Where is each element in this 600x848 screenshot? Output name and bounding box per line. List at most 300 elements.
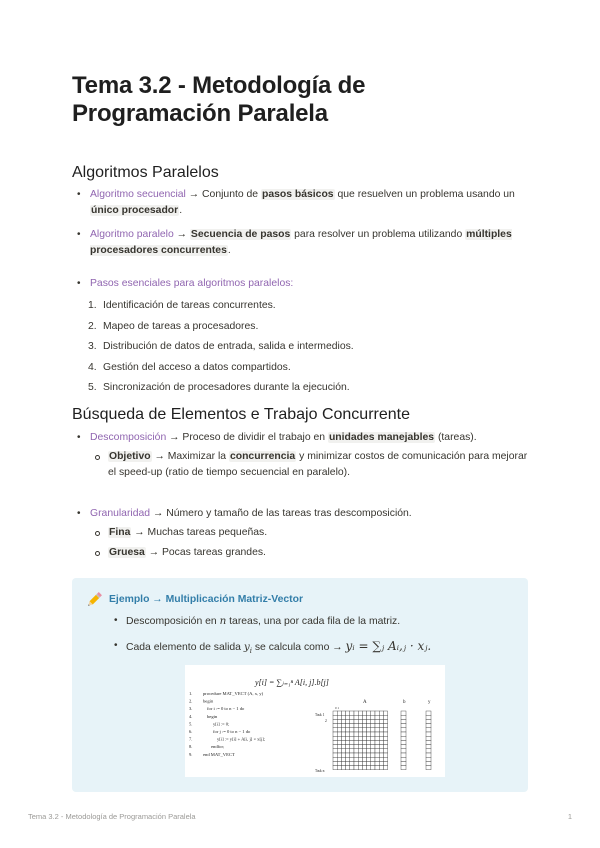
grid-cell bbox=[341, 757, 345, 761]
grid-cell bbox=[350, 740, 354, 744]
grid-cell bbox=[333, 719, 337, 723]
step-text: Identificación de tareas concurrentes. bbox=[103, 300, 276, 311]
grid-cell bbox=[346, 753, 350, 757]
grid-cell bbox=[337, 728, 341, 732]
highlight-text: Fina bbox=[109, 527, 131, 538]
grid-cell bbox=[350, 753, 354, 757]
grid-cell bbox=[367, 724, 371, 728]
matrix-vector-figure bbox=[185, 665, 445, 777]
decomposition-list bbox=[72, 430, 532, 485]
grid-cell bbox=[350, 745, 354, 749]
grid-cell bbox=[401, 749, 406, 753]
grid-cell bbox=[333, 732, 337, 736]
grid-cell bbox=[346, 732, 350, 736]
grid-cell bbox=[358, 745, 362, 749]
math-sub: i bbox=[249, 647, 252, 656]
grid-cell bbox=[375, 732, 379, 736]
grid-cell bbox=[341, 711, 345, 715]
grid-cell bbox=[367, 715, 371, 719]
grid-cell bbox=[333, 736, 337, 740]
vector-b bbox=[401, 711, 406, 770]
callout-title: Ejemplo → Multiplicación Matriz-Vector bbox=[109, 594, 303, 605]
grid-cell bbox=[333, 749, 337, 753]
grid-cell bbox=[354, 761, 358, 765]
grid-cell bbox=[401, 732, 406, 736]
grid-cell bbox=[367, 753, 371, 757]
highlight-text: Gruesa bbox=[109, 547, 145, 558]
grid-cell bbox=[341, 761, 345, 765]
granularity-list bbox=[72, 506, 532, 565]
grid-cell bbox=[358, 732, 362, 736]
grid-cell bbox=[426, 740, 431, 744]
term-label: Algoritmo paralelo bbox=[90, 229, 174, 240]
grid-cell bbox=[337, 757, 341, 761]
grid-cell bbox=[401, 757, 406, 761]
grid-cell bbox=[375, 761, 379, 765]
grid-cell bbox=[383, 761, 387, 765]
grid-cell bbox=[333, 715, 337, 719]
step-item bbox=[88, 339, 528, 355]
grid-cell bbox=[337, 736, 341, 740]
grid-cell bbox=[371, 736, 375, 740]
definition-text: (tareas). bbox=[435, 432, 477, 443]
grid-cell bbox=[401, 711, 406, 715]
definition-text: → Conjunto de bbox=[185, 189, 261, 200]
grid-cell bbox=[371, 749, 375, 753]
highlight-text: unidades manejables bbox=[328, 432, 435, 443]
grid-cell bbox=[354, 757, 358, 761]
grid-cell bbox=[333, 757, 337, 761]
grid-cell bbox=[346, 724, 350, 728]
grid-cell bbox=[371, 724, 375, 728]
step-text: Distribución de datos de entrada, salida e intermedios. bbox=[103, 341, 354, 352]
grid-cell bbox=[379, 711, 383, 715]
highlight-text: pasos básicos bbox=[261, 189, 334, 200]
grid-cell bbox=[367, 732, 371, 736]
definition-text: → Maximizar la bbox=[151, 451, 229, 462]
grid-cell bbox=[383, 745, 387, 749]
grid-cell bbox=[379, 719, 383, 723]
highlight-text: único procesador bbox=[91, 205, 179, 216]
grid-cell bbox=[333, 724, 337, 728]
label-task1: Task 1 bbox=[315, 713, 325, 717]
grid-cell bbox=[379, 728, 383, 732]
step-text: Mapeo de tareas a procesadores. bbox=[103, 320, 259, 332]
code-line: begin bbox=[203, 698, 214, 704]
grid-cell bbox=[358, 724, 362, 728]
text: tareas, una por cada fila de la matriz. bbox=[226, 616, 401, 627]
grid-cell bbox=[350, 724, 354, 728]
grid-cell bbox=[341, 745, 345, 749]
definition-text: → Proceso de dividir el trabajo en bbox=[166, 432, 328, 443]
code-line: end MAT_VECT bbox=[203, 751, 235, 757]
figure-svg bbox=[185, 665, 445, 777]
grid-cell bbox=[375, 711, 379, 715]
grid-cell bbox=[333, 766, 337, 770]
grid-cell bbox=[337, 724, 341, 728]
grid-cell bbox=[362, 757, 366, 761]
grid-cell bbox=[379, 724, 383, 728]
grid-cell bbox=[354, 728, 358, 732]
list-item bbox=[112, 613, 512, 630]
grid-cell bbox=[362, 740, 366, 744]
grid-cell bbox=[375, 736, 379, 740]
highlight-text: Secuencia de pasos bbox=[190, 229, 291, 240]
grid-cell bbox=[354, 711, 358, 715]
grid-cell bbox=[350, 732, 354, 736]
grid-cell bbox=[337, 745, 341, 749]
grid-cell bbox=[362, 719, 366, 723]
grid-cell bbox=[337, 719, 341, 723]
grid-cell bbox=[375, 728, 379, 732]
label-n-top: 0 1 bbox=[335, 706, 339, 710]
punct: . bbox=[227, 245, 231, 256]
grid-cell bbox=[367, 745, 371, 749]
grid-cell bbox=[379, 761, 383, 765]
label-A: A bbox=[363, 700, 367, 705]
grid-cell bbox=[367, 736, 371, 740]
grid-cell bbox=[383, 719, 387, 723]
definition-text: → Muchas tareas pequeñas. bbox=[131, 527, 268, 538]
pencil-icon bbox=[85, 591, 103, 609]
grid-cell bbox=[367, 711, 371, 715]
grid-cell bbox=[341, 749, 345, 753]
grid-cell bbox=[362, 766, 366, 770]
grid-cell bbox=[371, 753, 375, 757]
grid-cell bbox=[354, 719, 358, 723]
grid-cell bbox=[358, 715, 362, 719]
grid-cell bbox=[426, 724, 431, 728]
grid-cell bbox=[333, 740, 337, 744]
grid-cell bbox=[379, 732, 383, 736]
grid-cell bbox=[371, 740, 375, 744]
grid-cell bbox=[350, 749, 354, 753]
steps-label: Pasos esenciales para algoritmos paralelos: bbox=[90, 278, 294, 289]
grid-cell bbox=[426, 753, 431, 757]
grid-cell bbox=[383, 732, 387, 736]
grid-cell bbox=[354, 753, 358, 757]
grid-cell bbox=[337, 732, 341, 736]
grid-cell bbox=[350, 719, 354, 723]
grid-cell bbox=[375, 724, 379, 728]
grid-cell bbox=[333, 761, 337, 765]
grid-cell bbox=[375, 753, 379, 757]
grid-cell bbox=[358, 749, 362, 753]
step-number: 3. bbox=[88, 341, 97, 352]
step-text: Gestión del acceso a datos compartidos. bbox=[103, 361, 291, 373]
grid-cell bbox=[375, 749, 379, 753]
grid-cell bbox=[375, 757, 379, 761]
grid-cell bbox=[350, 766, 354, 770]
grid-cell bbox=[346, 736, 350, 740]
page-title: Tema 3.2 - Metodología de Programación Paralela bbox=[72, 72, 366, 127]
step-number: 2. bbox=[88, 320, 97, 332]
step-number: 4. bbox=[88, 361, 97, 373]
grid-cell bbox=[383, 715, 387, 719]
code-line: y[i] := 0; bbox=[213, 721, 230, 727]
grid-cell bbox=[426, 736, 431, 740]
grid-cell bbox=[341, 724, 345, 728]
grid-cell bbox=[350, 757, 354, 761]
grid-cell bbox=[401, 761, 406, 765]
code-line-number: 1. bbox=[189, 691, 193, 696]
grid-cell bbox=[426, 728, 431, 732]
grid-cell bbox=[362, 711, 366, 715]
vector-y bbox=[426, 711, 431, 770]
grid-cell bbox=[346, 745, 350, 749]
grid-cell bbox=[426, 711, 431, 715]
list-item bbox=[72, 227, 532, 259]
grid-cell bbox=[383, 728, 387, 732]
grid-cell bbox=[337, 715, 341, 719]
example-callout bbox=[72, 578, 528, 792]
grid-cell bbox=[371, 728, 375, 732]
grid-cell bbox=[401, 736, 406, 740]
grid-cell bbox=[375, 766, 379, 770]
step-number: 5. bbox=[88, 382, 97, 393]
grid-cell bbox=[358, 766, 362, 770]
code-line-number: 2. bbox=[189, 698, 193, 704]
grid-cell bbox=[401, 728, 406, 732]
grid-cell bbox=[333, 745, 337, 749]
grid-cell bbox=[346, 715, 350, 719]
grid-cell bbox=[367, 719, 371, 723]
grid-cell bbox=[379, 766, 383, 770]
grid-cell bbox=[383, 711, 387, 715]
text: Cada elemento de salida bbox=[126, 642, 244, 653]
label-taskn: Task n bbox=[315, 769, 325, 773]
grid-cell bbox=[358, 728, 362, 732]
grid-cell bbox=[383, 753, 387, 757]
grid-cell bbox=[383, 736, 387, 740]
grid-cell bbox=[362, 761, 366, 765]
grid-cell bbox=[358, 736, 362, 740]
sub-list-item bbox=[90, 449, 532, 481]
highlight-text: múltiples procesadores concurrentes bbox=[90, 229, 512, 256]
grid-cell bbox=[401, 753, 406, 757]
grid-cell bbox=[337, 711, 341, 715]
grid-cell bbox=[346, 749, 350, 753]
grid-cell bbox=[358, 719, 362, 723]
grid-cell bbox=[367, 766, 371, 770]
math-var: n bbox=[219, 615, 227, 627]
grid-cell bbox=[383, 740, 387, 744]
grid-cell bbox=[379, 745, 383, 749]
grid-cell bbox=[426, 719, 431, 723]
grid-cell bbox=[362, 749, 366, 753]
grid-cell bbox=[346, 761, 350, 765]
grid-cell bbox=[362, 745, 366, 749]
grid-cell bbox=[341, 736, 345, 740]
grid-cell bbox=[362, 753, 366, 757]
term-label: Algoritmo secuencial bbox=[90, 189, 186, 200]
code-line-number: 9. bbox=[189, 751, 193, 757]
grid-cell bbox=[354, 766, 358, 770]
grid-cell bbox=[362, 724, 366, 728]
grid-cell bbox=[362, 715, 366, 719]
grid-cell bbox=[341, 740, 345, 744]
grid-cell bbox=[426, 757, 431, 761]
grid-cell bbox=[379, 736, 383, 740]
grid-cell bbox=[341, 766, 345, 770]
grid-cell bbox=[371, 761, 375, 765]
definition-text: → Pocas tareas grandes. bbox=[145, 547, 266, 558]
sub-list-item bbox=[90, 525, 532, 541]
grid-cell bbox=[383, 724, 387, 728]
sub-list-item bbox=[90, 545, 532, 561]
punct: . bbox=[179, 205, 183, 216]
step-item bbox=[88, 298, 528, 314]
grid-cell bbox=[375, 715, 379, 719]
grid-cell bbox=[350, 711, 354, 715]
grid-cell bbox=[346, 766, 350, 770]
grid-cell bbox=[375, 740, 379, 744]
grid-cell bbox=[401, 724, 406, 728]
grid-cell bbox=[371, 732, 375, 736]
grid-cell bbox=[354, 732, 358, 736]
label-y: y bbox=[428, 700, 431, 705]
steps-label-list bbox=[72, 276, 532, 292]
grid-cell bbox=[426, 715, 431, 719]
step-item bbox=[88, 380, 528, 396]
definition-text: que resuelven un problema usando un bbox=[334, 189, 515, 200]
grid-cell bbox=[362, 736, 366, 740]
grid-cell bbox=[346, 719, 350, 723]
grid-cell bbox=[383, 749, 387, 753]
grid-cell bbox=[358, 740, 362, 744]
grid-cell bbox=[371, 719, 375, 723]
grid-cell bbox=[337, 749, 341, 753]
code-line: for j := 0 to n − 1 do bbox=[213, 729, 251, 734]
grid-cell bbox=[383, 766, 387, 770]
definition-text: → bbox=[173, 229, 190, 240]
section-heading-algoritmos: Algoritmos Paralelos bbox=[72, 164, 219, 181]
footer-title: Tema 3.2 - Metodología de Programación Paralela bbox=[28, 812, 196, 821]
grid-cell bbox=[426, 766, 431, 770]
grid-cell bbox=[350, 736, 354, 740]
grid-cell bbox=[379, 715, 383, 719]
code-line-number: 6. bbox=[189, 729, 193, 734]
code-line-number: 4. bbox=[189, 713, 193, 719]
grid-cell bbox=[358, 757, 362, 761]
definition-text: → Número y tamaño de las tareas tras descomposición. bbox=[150, 508, 412, 519]
grid-cell bbox=[367, 757, 371, 761]
grid-cell bbox=[383, 757, 387, 761]
steps-list bbox=[88, 298, 528, 401]
grid-cell bbox=[375, 745, 379, 749]
grid-cell bbox=[367, 728, 371, 732]
grid-cell bbox=[346, 728, 350, 732]
math-var: y bbox=[243, 641, 250, 653]
term-label: Descomposición bbox=[90, 432, 167, 443]
code-line-number: 3. bbox=[189, 706, 193, 712]
code-line-number: 5. bbox=[189, 721, 193, 727]
grid-cell bbox=[337, 740, 341, 744]
definition-text: y minimizar costos de comunicación para mejorar el speed-up (ratio de tiempo secuencial en paralelo). bbox=[108, 451, 528, 478]
grid-cell bbox=[426, 745, 431, 749]
code-line-number: 7. bbox=[189, 736, 193, 742]
grid-cell bbox=[350, 728, 354, 732]
grid-cell bbox=[358, 753, 362, 757]
grid-cell bbox=[346, 711, 350, 715]
step-text: Sincronización de procesadores durante la ejecución. bbox=[103, 382, 350, 393]
figure-formula: y[i] = ∑ⱼ₌₁ⁿ A[i, j].b[j] bbox=[255, 678, 329, 687]
text: Descomposición en bbox=[126, 616, 220, 627]
callout-list bbox=[112, 613, 512, 663]
grid-cell bbox=[401, 719, 406, 723]
grid-cell bbox=[371, 711, 375, 715]
label-b: b bbox=[403, 700, 406, 705]
grid-cell bbox=[371, 766, 375, 770]
grid-cell bbox=[341, 728, 345, 732]
grid-cell bbox=[341, 753, 345, 757]
code-line-number: 8. bbox=[189, 744, 193, 750]
grid-cell bbox=[354, 749, 358, 753]
grid-cell bbox=[426, 761, 431, 765]
definition-text: para resolver un problema utilizando bbox=[291, 229, 466, 240]
grid-cell bbox=[337, 766, 341, 770]
definitions-list bbox=[72, 187, 532, 259]
grid-cell bbox=[371, 757, 375, 761]
grid-cell bbox=[333, 753, 337, 757]
grid-cell bbox=[379, 753, 383, 757]
step-number: 1. bbox=[88, 300, 97, 311]
term-label: Granularidad bbox=[90, 508, 151, 519]
step-item bbox=[88, 360, 528, 376]
code-line: y[i] := y[i] + A[i, j] × x[j]; bbox=[217, 736, 266, 742]
grid-cell bbox=[346, 757, 350, 761]
label-task2: 2 bbox=[325, 719, 327, 723]
grid-cell bbox=[371, 715, 375, 719]
grid-cell bbox=[401, 715, 406, 719]
grid-cell bbox=[341, 719, 345, 723]
highlight-text: Objetivo bbox=[109, 451, 151, 462]
grid-cell bbox=[354, 715, 358, 719]
grid-cell bbox=[401, 766, 406, 770]
grid-cell bbox=[341, 715, 345, 719]
grid-cell bbox=[401, 745, 406, 749]
step-item bbox=[88, 319, 528, 335]
page-number: 1 bbox=[567, 812, 572, 821]
grid-cell bbox=[362, 728, 366, 732]
grid-cell bbox=[350, 761, 354, 765]
grid-cell bbox=[367, 740, 371, 744]
grid-cell bbox=[371, 745, 375, 749]
grid-cell bbox=[362, 732, 366, 736]
grid-cell bbox=[358, 711, 362, 715]
grid-cell bbox=[354, 740, 358, 744]
highlight-text: concurrencia bbox=[229, 451, 296, 462]
grid-cell bbox=[350, 715, 354, 719]
code-line: for i := 0 to n − 1 do bbox=[207, 706, 245, 712]
text: se calcula como → bbox=[251, 642, 346, 653]
formula: yᵢ = ∑ⱼ Aᵢ,ⱼ · xⱼ. bbox=[345, 639, 432, 653]
grid-cell bbox=[401, 740, 406, 744]
list-item bbox=[72, 187, 532, 219]
grid-cell bbox=[379, 740, 383, 744]
grid-cell bbox=[367, 749, 371, 753]
grid-cell bbox=[354, 736, 358, 740]
grid-cell bbox=[341, 732, 345, 736]
list-item bbox=[112, 638, 512, 659]
grid-cell bbox=[375, 719, 379, 723]
grid-cell bbox=[337, 753, 341, 757]
grid-cell bbox=[333, 711, 337, 715]
grid-cell bbox=[379, 749, 383, 753]
grid-cell bbox=[426, 749, 431, 753]
grid-cell bbox=[426, 732, 431, 736]
grid-cell bbox=[367, 761, 371, 765]
